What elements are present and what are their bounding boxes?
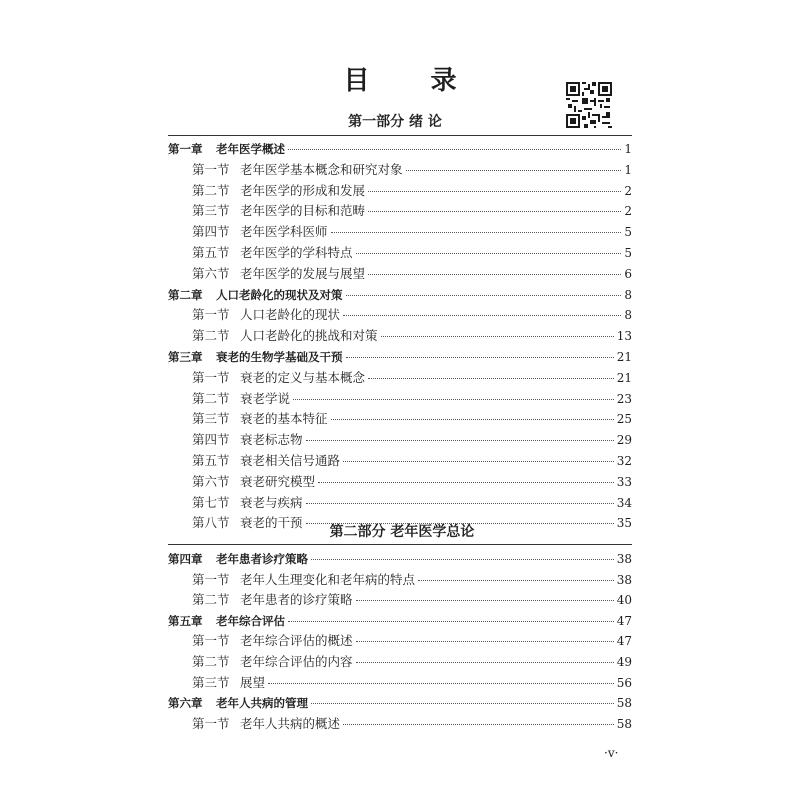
dot-leader [406, 170, 621, 171]
page-number: 8 [624, 308, 632, 323]
dot-leader [311, 559, 614, 560]
section-title: 衰老的定义与基本概念 [240, 369, 366, 385]
page-number: 40 [616, 593, 632, 608]
dot-leader [356, 600, 614, 601]
page-number: 47 [616, 634, 632, 649]
toc-section[interactable] [168, 264, 632, 285]
page-number: 38 [616, 552, 632, 566]
page-number: 13 [616, 329, 632, 344]
toc-section[interactable] [168, 493, 632, 514]
chapter-number: 第三章 [168, 349, 203, 364]
page-number: 21 [616, 370, 632, 385]
dot-leader [343, 461, 614, 462]
chapter-title: 老年医学概述 [216, 142, 285, 156]
section-number: 第八节 [192, 515, 230, 531]
section-title: 老年综合评估的内容 [240, 653, 353, 669]
chapter-title: 老年综合评估 [216, 613, 285, 628]
section-number: 第五节 [192, 244, 230, 260]
dot-leader [288, 621, 614, 622]
dot-leader [368, 378, 614, 379]
page-number: 49 [616, 654, 632, 669]
chapter-number: 第一章 [168, 142, 203, 156]
dot-leader [306, 503, 614, 504]
toc-section[interactable] [168, 673, 632, 694]
toc-section[interactable] [168, 305, 632, 326]
section-number: 第二节 [192, 653, 230, 669]
section-number: 第六节 [192, 473, 230, 489]
page-number: 47 [616, 613, 632, 628]
toc-section[interactable] [168, 181, 632, 202]
dot-leader [268, 683, 614, 684]
dot-leader [318, 482, 614, 483]
section-number: 第一节 [192, 307, 230, 323]
dot-leader [356, 641, 614, 642]
dot-leader [311, 703, 614, 704]
part-title: 第二部分 老年医学总论 [329, 524, 475, 540]
page-number: 34 [616, 495, 632, 510]
toc-section[interactable] [168, 201, 632, 222]
page-number: 2 [624, 183, 632, 198]
toc-section[interactable] [168, 590, 632, 611]
section-title: 老年医学的目标和范畴 [240, 203, 366, 219]
page-number: 23 [616, 391, 632, 406]
dot-leader [288, 149, 621, 150]
section-title: 老年医学的学科特点 [240, 244, 353, 260]
section-number: 第一节 [192, 369, 230, 385]
page-number: 56 [616, 675, 632, 690]
page-number: 8 [624, 287, 632, 302]
dot-leader [293, 399, 614, 400]
toc-chapter[interactable] [168, 139, 632, 160]
dot-leader [346, 357, 614, 358]
section-title: 老年医学的形成和发展 [240, 182, 366, 198]
dot-leader [381, 336, 614, 337]
section-number: 第三节 [192, 203, 230, 219]
toc-section[interactable] [168, 222, 632, 243]
part-title: 第一部分 绪 论 [348, 114, 442, 130]
toc-chapter[interactable] [168, 347, 632, 368]
dot-leader [306, 440, 614, 441]
dot-leader [368, 191, 621, 192]
page-number: 58 [616, 716, 632, 731]
toc-part-2 [168, 549, 632, 734]
page-number: 5 [624, 225, 632, 240]
section-number: 第五节 [192, 452, 230, 468]
toc-section[interactable] [168, 570, 632, 591]
dot-leader [356, 662, 614, 663]
section-title: 衰老的基本特征 [240, 411, 328, 427]
page-number: 1 [624, 142, 632, 156]
toc-chapter[interactable] [168, 693, 632, 714]
toc-section[interactable] [168, 451, 632, 472]
toc-section[interactable] [168, 472, 632, 493]
section-number: 第四节 [192, 432, 230, 448]
page-number: 25 [616, 412, 632, 427]
dot-leader [346, 295, 622, 296]
page-number: 58 [616, 696, 632, 711]
chapter-number: 第六章 [168, 696, 203, 711]
section-title: 衰老的干预 [240, 515, 303, 531]
section-title: 老年人生理变化和老年病的特点 [240, 571, 416, 587]
chapter-title: 老年人共病的管理 [216, 696, 308, 711]
toc-chapter[interactable] [168, 549, 632, 570]
section-number: 第二节 [192, 390, 230, 406]
toc-section[interactable] [168, 714, 632, 735]
chapter-title: 人口老龄化的现状及对策 [216, 287, 343, 302]
section-title: 衰老与疾病 [240, 494, 303, 510]
chapter-title: 老年患者诊疗策略 [216, 552, 308, 566]
section-number: 第三节 [192, 674, 230, 690]
section-title: 老年医学基本概念和研究对象 [240, 161, 403, 177]
dot-leader [343, 724, 614, 725]
page-number: 6 [624, 266, 632, 281]
section-title: 衰老学说 [240, 390, 291, 406]
dot-leader [368, 211, 621, 212]
section-number: 第三节 [192, 411, 230, 427]
section-number: 第二节 [192, 328, 230, 344]
section-title: 老年医学科医师 [240, 224, 328, 240]
page-number: 35 [616, 516, 632, 531]
section-title: 老年人共病的概述 [240, 715, 341, 731]
section-number: 第一节 [192, 633, 230, 649]
dot-leader [331, 419, 614, 420]
chapter-title: 衰老的生物学基础及干预 [216, 349, 343, 364]
section-number: 第二节 [192, 592, 230, 608]
chapter-number: 第四章 [168, 552, 203, 566]
toc-section[interactable] [168, 631, 632, 652]
toc-section[interactable] [168, 368, 632, 389]
dot-leader [331, 232, 621, 233]
chapter-number: 第二章 [168, 287, 203, 302]
section-title: 老年医学的发展与展望 [240, 265, 366, 281]
page-number: 32 [616, 453, 632, 468]
page-number: 33 [616, 474, 632, 489]
dot-leader [356, 253, 621, 254]
section-title: 人口老龄化的现状 [240, 307, 341, 323]
section-title: 衰老研究模型 [240, 473, 316, 489]
toc-chapter[interactable] [168, 611, 632, 632]
section-number: 第六节 [192, 265, 230, 281]
section-title: 人口老龄化的挑战和对策 [240, 328, 378, 344]
page-footer-number: ·v· [604, 746, 619, 760]
section-title: 老年综合评估的概述 [240, 633, 353, 649]
dot-leader [368, 274, 621, 275]
page-number: 5 [624, 245, 632, 260]
toc-section[interactable] [168, 652, 632, 673]
page-number: 1 [624, 162, 632, 177]
toc-section[interactable] [168, 389, 632, 410]
section-number: 第七节 [192, 494, 230, 510]
page-number: 29 [616, 433, 632, 448]
toc-part-1 [168, 139, 632, 534]
section-title: 衰老标志物 [240, 432, 303, 448]
toc-section[interactable] [168, 160, 632, 181]
section-number: 第一节 [192, 571, 230, 587]
page-number: 2 [624, 204, 632, 219]
section-number: 第一节 [192, 715, 230, 731]
toc-section[interactable] [168, 430, 632, 451]
section-title: 老年患者的诊疗策略 [240, 592, 353, 608]
divider [168, 544, 632, 545]
page-title: 目 录 [343, 66, 483, 96]
divider [168, 135, 632, 136]
chapter-number: 第五章 [168, 613, 203, 628]
section-number: 第四节 [192, 224, 230, 240]
dot-leader [343, 315, 621, 316]
section-number: 第一节 [192, 161, 230, 177]
toc-section[interactable] [168, 243, 632, 264]
toc-section[interactable] [168, 409, 632, 430]
page-number: 38 [616, 572, 632, 587]
toc-section[interactable] [168, 326, 632, 347]
section-number: 第二节 [192, 182, 230, 198]
section-title: 衰老相关信号通路 [240, 452, 341, 468]
dot-leader [418, 580, 614, 581]
section-title: 展望 [240, 674, 266, 690]
toc-chapter[interactable] [168, 285, 632, 306]
page-number: 21 [616, 349, 632, 364]
